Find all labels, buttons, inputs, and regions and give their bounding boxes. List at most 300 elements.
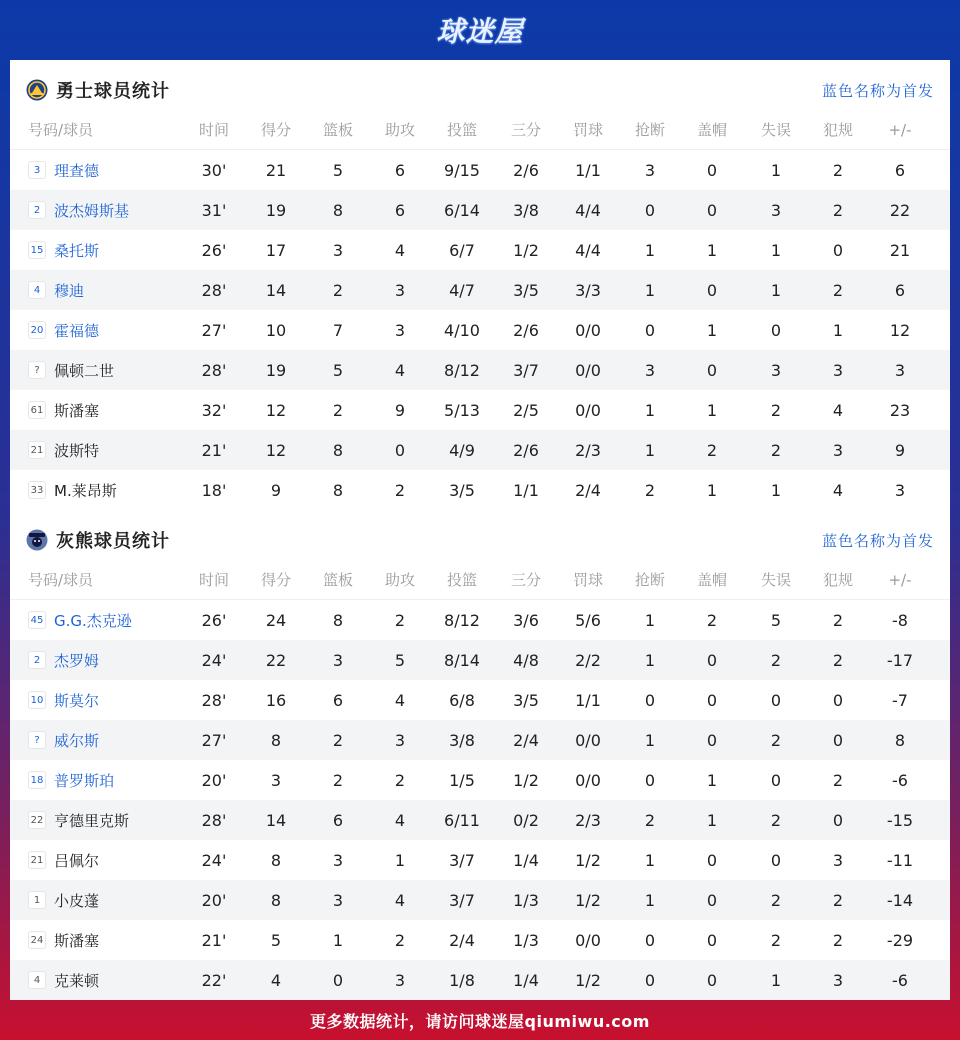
player-name: 小皮蓬 bbox=[54, 891, 100, 910]
stat-cell: 0 bbox=[770, 770, 782, 790]
stat-cell: 3 bbox=[644, 360, 656, 380]
footer-text: 更多数据统计，请访问球迷屋qiumiwu.com bbox=[310, 1011, 650, 1031]
stat-cell: 6 bbox=[394, 200, 406, 220]
stat-cell: 4 bbox=[394, 240, 406, 260]
stat-cell: 4/10 bbox=[444, 320, 480, 340]
stat-cell: 22 bbox=[265, 650, 287, 670]
stat-cell: 0/2 bbox=[513, 810, 539, 830]
stat-cell: 3 bbox=[894, 480, 906, 500]
stat-cell: 2 bbox=[832, 280, 844, 300]
stat-cell: 3/6 bbox=[513, 610, 539, 630]
player-name: 威尔斯 bbox=[54, 731, 100, 750]
stat-cell: 3 bbox=[332, 240, 344, 260]
stat-cell: 26' bbox=[201, 610, 227, 630]
stat-cell: 1 bbox=[706, 480, 718, 500]
stat-cell: 18' bbox=[201, 480, 227, 500]
stat-cell: 8 bbox=[332, 610, 344, 630]
player-row bbox=[10, 720, 950, 760]
team-title: 灰熊球员统计 bbox=[56, 531, 170, 552]
stat-cell: 26' bbox=[201, 240, 227, 260]
player-name: 斯莫尔 bbox=[54, 691, 100, 710]
stat-cell: 3/5 bbox=[513, 690, 539, 710]
stat-cell: 0 bbox=[394, 440, 406, 460]
table-header-row bbox=[10, 110, 950, 150]
stat-cell: 1/2 bbox=[513, 770, 539, 790]
stat-cell: 6 bbox=[394, 160, 406, 180]
stat-cell: 2/6 bbox=[513, 440, 539, 460]
player-name: 普罗斯珀 bbox=[54, 771, 115, 790]
stat-cell: 0 bbox=[706, 360, 718, 380]
stat-cell: -7 bbox=[892, 690, 908, 710]
player-name: 克莱顿 bbox=[54, 971, 100, 990]
stat-cell: 3 bbox=[394, 970, 406, 990]
jersey-number-badge: 61 bbox=[28, 401, 46, 419]
column-header: 犯规 bbox=[822, 571, 853, 589]
stat-cell: 4 bbox=[394, 690, 406, 710]
player-name: 斯潘塞 bbox=[54, 931, 100, 950]
stat-cell: 0 bbox=[706, 930, 718, 950]
stat-cell: 3 bbox=[394, 730, 406, 750]
stat-cell: 1 bbox=[770, 240, 782, 260]
stat-cell: 2 bbox=[394, 480, 406, 500]
column-header: 号码/球员 bbox=[28, 571, 94, 589]
stat-cell: 1 bbox=[644, 440, 656, 460]
stat-cell: 2/5 bbox=[513, 400, 539, 420]
stat-cell: 7 bbox=[332, 320, 344, 340]
column-header: 助攻 bbox=[384, 571, 415, 589]
stat-cell: 1 bbox=[644, 610, 656, 630]
stat-cell: 2 bbox=[832, 650, 844, 670]
stat-cell: 21' bbox=[201, 440, 227, 460]
stat-cell: 0 bbox=[706, 730, 718, 750]
stat-cell: 2 bbox=[644, 810, 656, 830]
stat-cell: 1/2 bbox=[575, 890, 601, 910]
stat-cell: 6 bbox=[332, 810, 344, 830]
stat-cell: 6 bbox=[894, 280, 906, 300]
stat-cell: 3/7 bbox=[513, 360, 539, 380]
stat-cell: 19 bbox=[265, 360, 287, 380]
player-row bbox=[10, 800, 950, 840]
player-name: 波斯特 bbox=[54, 441, 100, 460]
stat-cell: 1 bbox=[770, 160, 782, 180]
stat-cell: 1 bbox=[770, 280, 782, 300]
stat-cell: 1/8 bbox=[449, 970, 475, 990]
stat-cell: 5 bbox=[770, 610, 782, 630]
jersey-number-badge: 24 bbox=[28, 931, 46, 949]
warriors-logo-icon bbox=[26, 79, 48, 101]
player-name: G.G.杰克逊 bbox=[54, 611, 132, 630]
column-header: 三分 bbox=[510, 121, 541, 139]
stat-cell: 1/1 bbox=[513, 480, 539, 500]
player-name: 杰罗姆 bbox=[54, 651, 100, 670]
stat-cell: 5 bbox=[394, 650, 406, 670]
player-name: M.莱昂斯 bbox=[54, 481, 117, 500]
stat-cell: 12 bbox=[889, 320, 911, 340]
column-header: 投篮 bbox=[446, 121, 477, 139]
player-name: 波杰姆斯基 bbox=[54, 201, 130, 220]
stat-cell: 30' bbox=[201, 160, 227, 180]
stat-cell: 28' bbox=[201, 280, 227, 300]
stat-cell: 32' bbox=[201, 400, 227, 420]
stat-cell: 1/5 bbox=[449, 770, 475, 790]
stat-cell: 2 bbox=[394, 610, 406, 630]
stat-cell: 4/4 bbox=[575, 200, 601, 220]
stat-cell: 6/11 bbox=[444, 810, 480, 830]
stat-cell: 9/15 bbox=[444, 160, 480, 180]
stat-cell: 5/6 bbox=[575, 610, 601, 630]
column-header: 失误 bbox=[760, 121, 791, 139]
stat-cell: 6/8 bbox=[449, 690, 475, 710]
stat-cell: 3 bbox=[832, 360, 844, 380]
stat-cell: 2/6 bbox=[513, 320, 539, 340]
stat-cell: 1/3 bbox=[513, 890, 539, 910]
stat-cell: 2 bbox=[332, 280, 344, 300]
column-header: 犯规 bbox=[822, 121, 853, 139]
player-name: 桑托斯 bbox=[54, 241, 100, 260]
stat-cell: 2/4 bbox=[513, 730, 539, 750]
column-header: 失误 bbox=[760, 571, 791, 589]
stat-cell: 2/2 bbox=[575, 650, 601, 670]
stat-cell: 0 bbox=[644, 690, 656, 710]
jersey-number-badge: 2 bbox=[28, 201, 46, 219]
stat-cell: 4 bbox=[270, 970, 282, 990]
player-row bbox=[10, 680, 950, 720]
stat-cell: 0 bbox=[706, 650, 718, 670]
player-row bbox=[10, 390, 950, 430]
stat-cell: 24' bbox=[201, 850, 227, 870]
jersey-number-badge: 3 bbox=[28, 161, 46, 179]
stat-cell: 3/8 bbox=[449, 730, 475, 750]
stat-cell: 2 bbox=[832, 200, 844, 220]
jersey-number-badge: 22 bbox=[28, 811, 46, 829]
stat-cell: 1 bbox=[706, 320, 718, 340]
player-row bbox=[10, 920, 950, 960]
jersey-number-badge: 10 bbox=[28, 691, 46, 709]
stat-cell: 3 bbox=[270, 770, 282, 790]
stat-cell: 0/0 bbox=[575, 360, 601, 380]
stat-cell: 8 bbox=[332, 200, 344, 220]
stat-cell: 0 bbox=[706, 160, 718, 180]
column-header: 篮板 bbox=[322, 121, 353, 139]
stat-cell: 5/13 bbox=[444, 400, 480, 420]
stat-cell: 23 bbox=[889, 400, 911, 420]
stat-cell: 1 bbox=[706, 810, 718, 830]
stat-cell: 9 bbox=[894, 440, 906, 460]
player-row bbox=[10, 350, 950, 390]
stat-cell: 21 bbox=[889, 240, 911, 260]
column-header: 投篮 bbox=[446, 571, 477, 589]
stat-cell: 2/4 bbox=[575, 480, 601, 500]
stat-cell: 4 bbox=[394, 890, 406, 910]
player-name: 穆迪 bbox=[54, 281, 85, 300]
stat-cell: 8 bbox=[332, 480, 344, 500]
stat-cell: 0 bbox=[832, 690, 844, 710]
player-row bbox=[10, 190, 950, 230]
stat-cell: 3 bbox=[832, 850, 844, 870]
stat-cell: 2/4 bbox=[449, 930, 475, 950]
jersey-number-badge: 4 bbox=[28, 971, 46, 989]
stat-cell: -6 bbox=[892, 970, 908, 990]
stat-cell: 3/7 bbox=[449, 850, 475, 870]
stat-cell: 0 bbox=[644, 930, 656, 950]
stat-cell: 20' bbox=[201, 890, 227, 910]
jersey-number-badge: 21 bbox=[28, 441, 46, 459]
player-row bbox=[10, 760, 950, 800]
stat-cell: 0 bbox=[706, 850, 718, 870]
footer-banner bbox=[0, 1000, 960, 1040]
stat-cell: 2 bbox=[832, 890, 844, 910]
stat-cell: 4/4 bbox=[575, 240, 601, 260]
column-header: 盖帽 bbox=[696, 121, 727, 139]
column-header: 抢断 bbox=[634, 571, 665, 589]
stat-cell: 12 bbox=[265, 440, 287, 460]
stat-cell: 2 bbox=[394, 930, 406, 950]
stat-cell: 9 bbox=[270, 480, 282, 500]
stat-cell: 1/1 bbox=[575, 160, 601, 180]
column-header: 得分 bbox=[260, 571, 291, 589]
stat-cell: 2/6 bbox=[513, 160, 539, 180]
stat-cell: 0 bbox=[706, 970, 718, 990]
stat-cell: 0 bbox=[706, 280, 718, 300]
stat-cell: 0 bbox=[644, 200, 656, 220]
stat-cell: 1 bbox=[644, 280, 656, 300]
stat-cell: 1 bbox=[644, 850, 656, 870]
stat-cell: 0/0 bbox=[575, 930, 601, 950]
jersey-number-badge: 18 bbox=[28, 771, 46, 789]
stat-cell: 1 bbox=[644, 890, 656, 910]
stat-cell: 16 bbox=[265, 690, 287, 710]
stat-cell: 0/0 bbox=[575, 320, 601, 340]
stat-cell: 0 bbox=[770, 690, 782, 710]
stat-cell: 2 bbox=[770, 810, 782, 830]
column-header: 抢断 bbox=[634, 121, 665, 139]
stat-cell: 28' bbox=[201, 690, 227, 710]
stat-cell: 1 bbox=[644, 650, 656, 670]
stat-cell: 1/2 bbox=[513, 240, 539, 260]
stat-cell: 3 bbox=[332, 850, 344, 870]
stat-cell: 0/0 bbox=[575, 400, 601, 420]
stat-cell: 1/4 bbox=[513, 970, 539, 990]
stat-cell: 4/7 bbox=[449, 280, 475, 300]
starter-legend-note: 蓝色名称为首发 bbox=[821, 81, 934, 100]
stat-cell: 2 bbox=[332, 730, 344, 750]
stat-cell: 2/3 bbox=[575, 810, 601, 830]
stat-cell: 3/5 bbox=[449, 480, 475, 500]
stat-cell: -8 bbox=[892, 610, 908, 630]
stat-cell: 22' bbox=[201, 970, 227, 990]
stat-cell: 0 bbox=[832, 730, 844, 750]
stat-cell: 2 bbox=[332, 400, 344, 420]
stat-cell: 6 bbox=[332, 690, 344, 710]
player-name: 佩顿二世 bbox=[54, 361, 115, 380]
column-header: 时间 bbox=[198, 121, 229, 139]
stat-cell: 3 bbox=[332, 890, 344, 910]
stat-cell: 3 bbox=[894, 360, 906, 380]
stat-cell: 8 bbox=[894, 730, 906, 750]
jersey-number-badge: ? bbox=[28, 731, 46, 749]
stat-cell: 9 bbox=[394, 400, 406, 420]
jersey-number-badge: 45 bbox=[28, 611, 46, 629]
brand-logo: 球迷屋 bbox=[436, 15, 524, 48]
stat-cell: 1 bbox=[770, 970, 782, 990]
column-header: +/- bbox=[888, 120, 912, 139]
player-name: 理查德 bbox=[54, 161, 100, 180]
stat-cell: 2 bbox=[332, 770, 344, 790]
jersey-number-badge: 21 bbox=[28, 851, 46, 869]
stat-cell: 0 bbox=[644, 770, 656, 790]
stat-cell: -15 bbox=[886, 810, 914, 830]
starter-legend-note: 蓝色名称为首发 bbox=[821, 531, 934, 550]
column-header: 罚球 bbox=[572, 571, 603, 589]
team-title: 勇士球员统计 bbox=[56, 81, 170, 102]
column-header: 时间 bbox=[198, 571, 229, 589]
stat-cell: 4/8 bbox=[513, 650, 539, 670]
stat-cell: 3 bbox=[644, 160, 656, 180]
stat-cell: 8 bbox=[332, 440, 344, 460]
player-name: 斯潘塞 bbox=[54, 401, 100, 420]
stat-cell: 1/3 bbox=[513, 930, 539, 950]
stat-cell: 2 bbox=[770, 650, 782, 670]
stat-cell: 0 bbox=[770, 850, 782, 870]
column-header: 得分 bbox=[260, 121, 291, 139]
stat-cell: 2 bbox=[644, 480, 656, 500]
stat-cell: 1/2 bbox=[575, 850, 601, 870]
stat-cell: 0 bbox=[706, 890, 718, 910]
stat-cell: 0/0 bbox=[575, 730, 601, 750]
table-header-row bbox=[10, 560, 950, 600]
stats-panel bbox=[10, 60, 950, 1000]
stat-cell: 2 bbox=[832, 770, 844, 790]
stat-cell: -17 bbox=[886, 650, 914, 670]
jersey-number-badge: 2 bbox=[28, 651, 46, 669]
stat-cell: 3 bbox=[394, 280, 406, 300]
column-header: 罚球 bbox=[572, 121, 603, 139]
stat-cell: 2 bbox=[770, 730, 782, 750]
column-header: 助攻 bbox=[384, 121, 415, 139]
stat-cell: 2 bbox=[770, 440, 782, 460]
stat-cell: 1 bbox=[706, 400, 718, 420]
stat-cell: 1 bbox=[332, 930, 344, 950]
jersey-number-badge: 20 bbox=[28, 321, 46, 339]
stat-cell: 3/5 bbox=[513, 280, 539, 300]
jersey-number-badge: 15 bbox=[28, 241, 46, 259]
player-name: 亨德里克斯 bbox=[54, 811, 130, 830]
jersey-number-badge: 1 bbox=[28, 891, 46, 909]
stat-cell: 6/14 bbox=[444, 200, 480, 220]
stat-cell: -6 bbox=[892, 770, 908, 790]
stat-cell: 3 bbox=[832, 970, 844, 990]
stat-cell: 0 bbox=[332, 970, 344, 990]
stat-cell: 3/8 bbox=[513, 200, 539, 220]
stat-cell: 3 bbox=[832, 440, 844, 460]
stat-cell: 0 bbox=[832, 240, 844, 260]
column-header: 盖帽 bbox=[696, 571, 727, 589]
stat-cell: 3/7 bbox=[449, 890, 475, 910]
stat-cell: 24' bbox=[201, 650, 227, 670]
stat-cell: 1 bbox=[644, 730, 656, 750]
stat-cell: 5 bbox=[332, 160, 344, 180]
stat-cell: 27' bbox=[201, 730, 227, 750]
stat-cell: -14 bbox=[886, 890, 914, 910]
stat-cell: 31' bbox=[201, 200, 227, 220]
stat-cell: 8/12 bbox=[444, 610, 480, 630]
stat-cell: 1 bbox=[832, 320, 844, 340]
player-row bbox=[10, 430, 950, 470]
stat-cell: 28' bbox=[201, 810, 227, 830]
stat-cell: 1 bbox=[394, 850, 406, 870]
column-header: 篮板 bbox=[322, 571, 353, 589]
stat-cell: 2 bbox=[770, 890, 782, 910]
stat-cell: 0 bbox=[832, 810, 844, 830]
player-row bbox=[10, 150, 950, 190]
stat-cell: 8 bbox=[270, 890, 282, 910]
column-header: +/- bbox=[888, 570, 912, 589]
stat-cell: 2 bbox=[706, 440, 718, 460]
player-name: 霍福德 bbox=[54, 321, 100, 340]
stat-cell: -11 bbox=[886, 850, 914, 870]
stat-cell: 2 bbox=[706, 610, 718, 630]
stat-cell: 0/0 bbox=[575, 770, 601, 790]
stat-cell: 3/3 bbox=[575, 280, 601, 300]
stat-cell: 2 bbox=[770, 930, 782, 950]
stat-cell: 0 bbox=[770, 320, 782, 340]
stat-cell: 2 bbox=[832, 930, 844, 950]
stat-cell: 22 bbox=[889, 200, 911, 220]
stat-cell: 3 bbox=[770, 200, 782, 220]
stat-cell: 1/4 bbox=[513, 850, 539, 870]
player-row bbox=[10, 640, 950, 680]
stat-cell: 14 bbox=[265, 810, 287, 830]
stat-cell: 5 bbox=[332, 360, 344, 380]
stat-cell: 1 bbox=[770, 480, 782, 500]
jersey-number-badge: ? bbox=[28, 361, 46, 379]
page-header bbox=[0, 0, 960, 60]
stat-cell: 4 bbox=[832, 400, 844, 420]
stat-cell: 2 bbox=[832, 160, 844, 180]
stat-cell: 10 bbox=[265, 320, 287, 340]
stat-cell: 19 bbox=[265, 200, 287, 220]
player-row bbox=[10, 230, 950, 270]
player-row bbox=[10, 960, 950, 1000]
grizzlies-logo-icon bbox=[26, 529, 48, 551]
stat-cell: 20' bbox=[201, 770, 227, 790]
stat-cell: 2 bbox=[832, 610, 844, 630]
stat-cell: 6/7 bbox=[449, 240, 475, 260]
jersey-number-badge: 4 bbox=[28, 281, 46, 299]
player-row bbox=[10, 270, 950, 310]
stat-cell: 0 bbox=[644, 320, 656, 340]
stat-cell: 4/9 bbox=[449, 440, 475, 460]
stat-cell: 8 bbox=[270, 850, 282, 870]
stat-cell: 0 bbox=[644, 970, 656, 990]
stat-cell: 4 bbox=[832, 480, 844, 500]
stat-cell: 3 bbox=[332, 650, 344, 670]
stat-cell: 1/2 bbox=[575, 970, 601, 990]
stat-cell: 21 bbox=[265, 160, 287, 180]
stat-cell: 5 bbox=[270, 930, 282, 950]
player-row bbox=[10, 600, 950, 640]
player-row bbox=[10, 840, 950, 880]
stat-cell: 27' bbox=[201, 320, 227, 340]
stat-cell: 17 bbox=[265, 240, 287, 260]
stat-cell: 1/1 bbox=[575, 690, 601, 710]
stat-cell: 3 bbox=[394, 320, 406, 340]
stat-cell: -29 bbox=[886, 930, 914, 950]
stat-cell: 12 bbox=[265, 400, 287, 420]
stat-cell: 8/14 bbox=[444, 650, 480, 670]
stat-cell: 1 bbox=[706, 770, 718, 790]
stat-cell: 2 bbox=[770, 400, 782, 420]
